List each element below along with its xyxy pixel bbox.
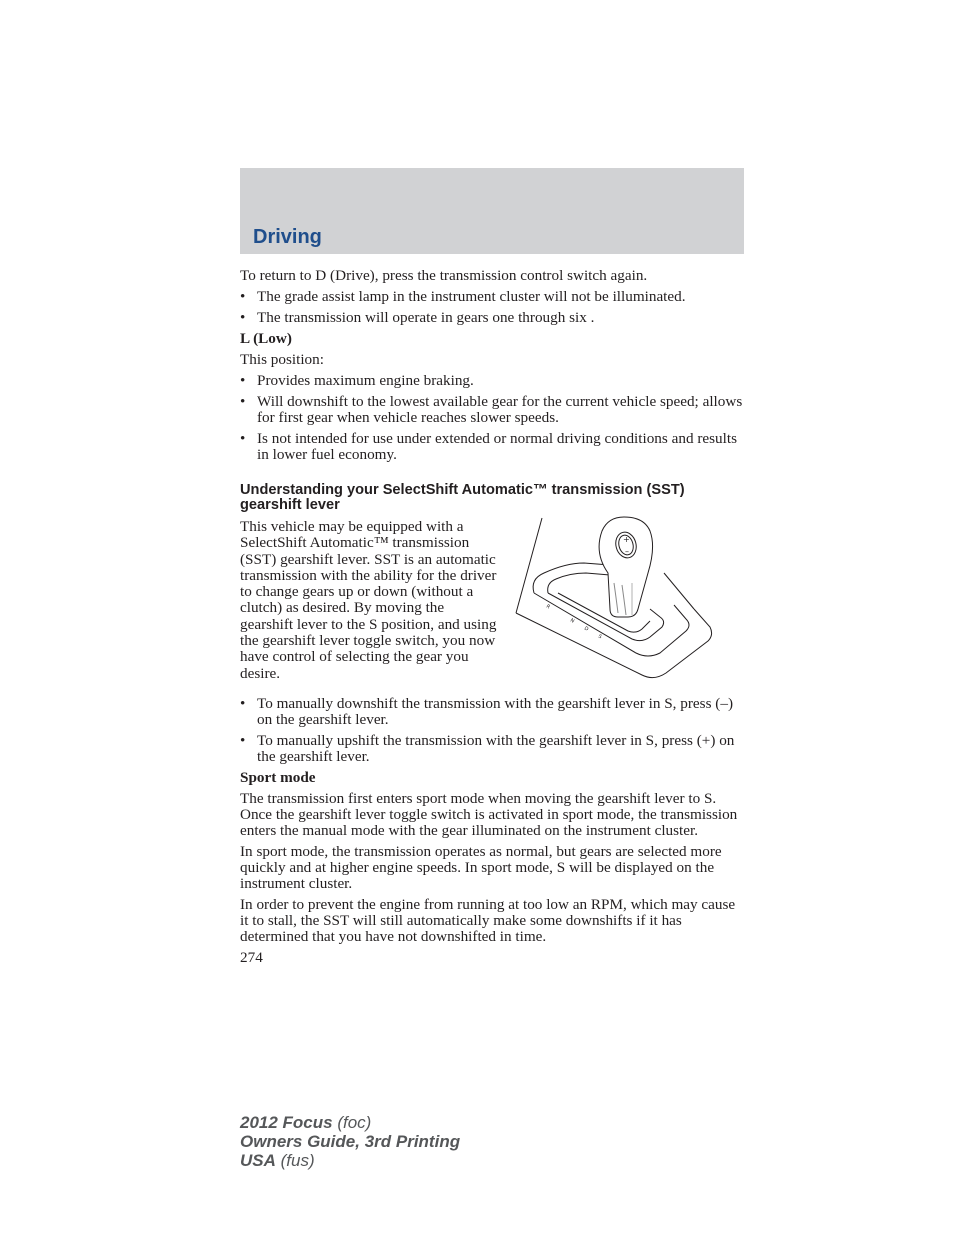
page-number: 274 (240, 949, 263, 966)
sst-heading: Understanding your SelectShift Automatic™ transmission (SST) gearshift lever (240, 482, 685, 513)
footer-line-model: 2012 Focus (foc) (240, 1113, 372, 1132)
gate-letter: N (569, 617, 576, 625)
list-item: • The grade assist lamp in the instrument cluster will not be illuminated. (240, 288, 686, 305)
list-item: • To manually upshift the transmission with the gearshift lever in S, press (+) on the gearshift lever. (240, 732, 735, 765)
sst-body: This vehicle may be equipped with a SelectShift Automatic™ transmission (SST) gearshift lever. SST is an automatic transmission with the ability for the driver to change gears up or down (without a clutch) as desired. By moving the gearshift lever to the S position, and using the gearshift lever toggle switch, you now have control of selecting the gear you desire. (240, 518, 497, 682)
bullet-icon: • (240, 393, 246, 410)
section-header-band (240, 168, 744, 254)
bullet-icon: • (240, 430, 246, 447)
list-item: • The transmission will operate in gears one through six . (240, 309, 595, 326)
plus-symbol: + (623, 535, 630, 544)
list-item: • Provides maximum engine braking. (240, 372, 474, 389)
sport-paragraph: The transmission first enters sport mode when moving the gearshift lever to S. Once the gearshift lever toggle switch is activated in sport mode, the transmission enters the manual mode with the gear illuminated on the instrument cluster. (240, 790, 738, 839)
sst-figure-block (240, 519, 746, 691)
list-item: • Is not intended for use under extended or normal driving conditions and results in lower fuel economy. (240, 430, 737, 463)
gate-letter: D (583, 625, 590, 633)
page-content (240, 268, 746, 966)
bullet-icon: • (240, 309, 246, 326)
sport-paragraph: In sport mode, the transmission operates as normal, but gears are selected more quickly and at higher engine speeds. In sport mode, S will be displayed on the instrument cluster. (240, 843, 722, 892)
low-label: L (Low) (240, 330, 292, 347)
bullet-icon: • (240, 732, 246, 749)
document-footer (240, 1113, 460, 1170)
list-item: • To manually downshift the transmission with the gearshift lever in S, press (–) on the gearshift lever. (240, 695, 733, 728)
sst-bullet-list (240, 696, 746, 765)
bullet-icon: • (240, 288, 246, 305)
footer-line-market: USA (fus) (240, 1151, 315, 1170)
low-bullet-list (240, 373, 746, 463)
list-item: • Will downshift to the lowest available gear for the current vehicle speed; allows for first gear when vehicle reaches slower speeds. (240, 393, 743, 426)
sport-mode-label: Sport mode (240, 769, 316, 786)
bullet-icon: • (240, 372, 246, 389)
minus-symbol: – (625, 547, 629, 556)
gearshift-lever-icon (514, 513, 714, 681)
low-intro: This position: (240, 351, 324, 368)
section-title: Driving (253, 226, 322, 248)
bullet-icon: • (240, 695, 246, 712)
gate-letter: S (597, 633, 603, 641)
intro-bullet-list (240, 289, 746, 326)
gate-letter: R (545, 603, 552, 611)
footer-line-guide: Owners Guide, 3rd Printing (240, 1132, 461, 1151)
sport-paragraph: In order to prevent the engine from running at too low an RPM, which may cause it to stall, the SST will still automatically make some downshifts if it has determined that you have not downshifted in time. (240, 896, 736, 945)
intro-paragraph: To return to D (Drive), press the transmission control switch again. (240, 267, 648, 284)
